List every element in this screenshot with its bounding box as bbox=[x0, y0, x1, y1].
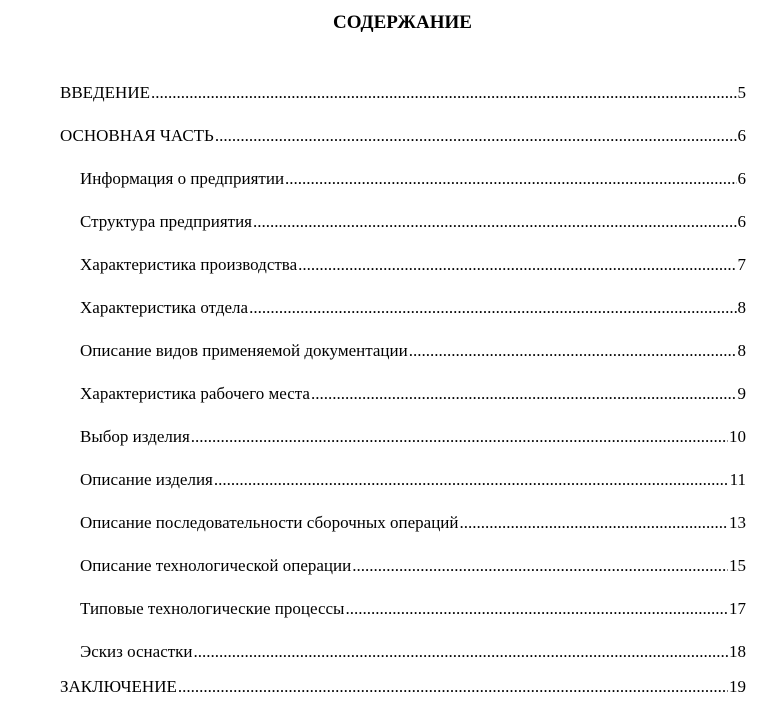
toc-entry-page-number: 8 bbox=[737, 298, 746, 317]
toc-entry bbox=[60, 82, 746, 104]
toc-entry-title: Эскиз оснастки bbox=[80, 642, 193, 661]
toc-entry-title: ВВЕДЕНИЕ bbox=[60, 83, 150, 102]
toc-entry-page-number: 6 bbox=[737, 212, 746, 231]
dot-leader bbox=[249, 297, 736, 319]
toc-entry-page-number: 18 bbox=[729, 642, 746, 661]
toc-entry bbox=[80, 383, 746, 405]
toc-entry-page-number: 15 bbox=[729, 556, 746, 575]
toc-entry-title: Описание технологической операции bbox=[80, 556, 352, 575]
toc-entry-page-number: 9 bbox=[737, 384, 746, 403]
toc-entry-page-number: 17 bbox=[729, 599, 746, 618]
toc-entry bbox=[60, 676, 746, 698]
toc-entry-page-number: 19 bbox=[729, 677, 746, 696]
toc-entry-page-number: 5 bbox=[737, 83, 746, 102]
toc-entry-page-number: 8 bbox=[737, 341, 746, 360]
toc-entry-page-number: 6 bbox=[737, 169, 746, 188]
toc-entry bbox=[80, 469, 746, 491]
dot-leader bbox=[194, 641, 728, 663]
toc-entry-title: Выбор изделия bbox=[80, 427, 190, 446]
toc-entry-title: Структура предприятия bbox=[80, 212, 252, 231]
toc-entry-title: Типовые технологические процессы bbox=[80, 599, 345, 618]
dot-leader bbox=[214, 469, 729, 491]
toc-entry bbox=[80, 340, 746, 362]
toc-entry-title: ОСНОВНАЯ ЧАСТЬ bbox=[60, 126, 214, 145]
dot-leader bbox=[191, 426, 728, 448]
dot-leader bbox=[460, 512, 728, 534]
toc-entry-title: Описание изделия bbox=[80, 470, 213, 489]
dot-leader bbox=[151, 82, 737, 104]
toc-entry bbox=[80, 512, 746, 534]
dot-leader bbox=[311, 383, 737, 405]
toc-entry-title: Информация о предприятии bbox=[80, 169, 285, 188]
dot-leader bbox=[345, 598, 728, 620]
dot-leader bbox=[352, 555, 728, 577]
toc-entry bbox=[80, 641, 746, 663]
toc-entry-title: Описание последовательности сборочных операций bbox=[80, 513, 459, 532]
toc-entry bbox=[80, 555, 746, 577]
toc-entry-title: Характеристика рабочего места bbox=[80, 384, 310, 403]
toc-entry bbox=[80, 254, 746, 276]
toc-entry-page-number: 11 bbox=[729, 470, 746, 489]
toc-entry bbox=[80, 168, 746, 190]
toc-entry bbox=[80, 426, 746, 448]
dot-leader bbox=[298, 254, 736, 276]
toc-entry-page-number: 6 bbox=[737, 126, 746, 145]
dot-leader bbox=[409, 340, 737, 362]
toc-title: СОДЕРЖАНИЕ bbox=[333, 12, 472, 33]
toc-entry-title: Описание видов применяемой документации bbox=[80, 341, 408, 360]
toc-entry bbox=[80, 598, 746, 620]
toc-entry-title: Характеристика отдела bbox=[80, 298, 249, 317]
toc-entry bbox=[80, 297, 746, 319]
toc-entry bbox=[60, 125, 746, 147]
dot-leader bbox=[178, 676, 728, 698]
dot-leader bbox=[285, 168, 736, 190]
toc-entry-page-number: 7 bbox=[737, 255, 746, 274]
toc-entry-page-number: 13 bbox=[729, 513, 746, 532]
toc-entry-title: Характеристика производства bbox=[80, 255, 298, 274]
dot-leader bbox=[215, 125, 737, 147]
dot-leader bbox=[253, 211, 737, 233]
toc-entry-page-number: 10 bbox=[729, 427, 746, 446]
toc-entry bbox=[80, 211, 746, 233]
toc-entry-title: ЗАКЛЮЧЕНИЕ bbox=[60, 677, 177, 696]
